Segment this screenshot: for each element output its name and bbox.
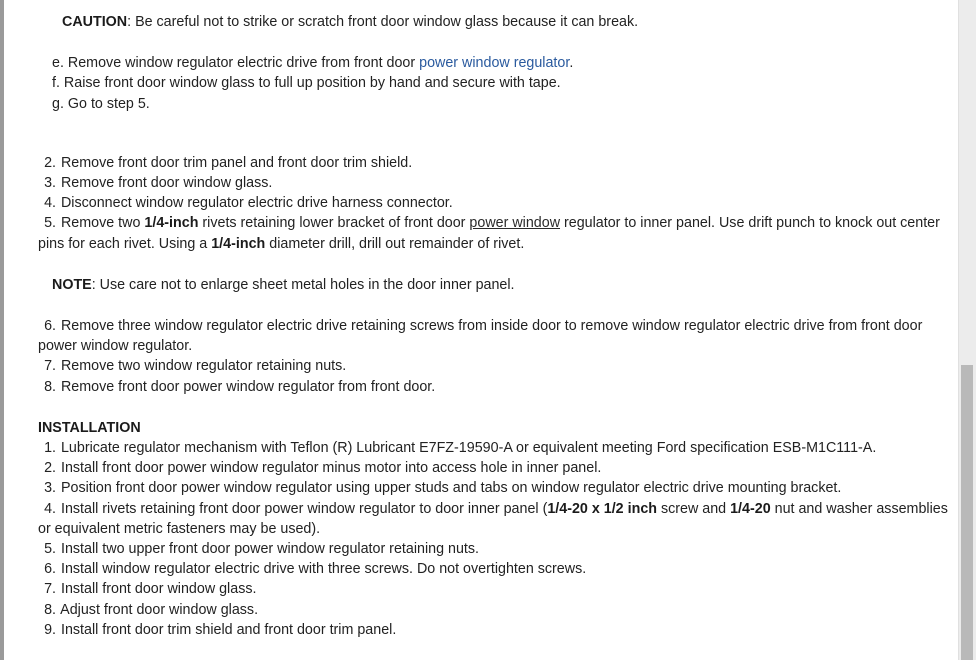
step-number: 4. [44,500,56,517]
caution-notice [38,12,950,32]
install-step-8 [38,600,950,620]
removal-step-6 [38,316,950,356]
removal-step-8 [38,377,950,397]
note-label: NOTE [52,276,92,293]
substep-f [38,73,950,93]
step-text: rivets retaining lower bracket of front door [198,215,470,232]
step-text: Install rivets retaining front door power window regulator to door inner panel ( [57,500,548,517]
step-number: 1. [44,440,56,457]
removal-step-2 [38,153,950,173]
procedure-content [38,12,950,640]
note-text: : Use care not to enlarge sheet metal holes in the door inner panel. [91,276,515,293]
substep-text: Remove window regulator electric drive from front door [63,55,420,72]
step-number: 6. [44,561,56,578]
step-text: Lubricate regulator mechanism with Teflon (R) Lubricant E7FZ-19590-A or equivalent meeting Ford specification ESB-M1C111-A. [57,440,877,457]
step-number: 4. [44,195,56,212]
substep-marker: e. [52,55,64,72]
step-number: 2. [44,460,56,477]
rivet-size: 1/4-inch [144,215,199,232]
step-number: 7. [44,358,56,375]
drill-size: 1/4-inch [211,235,266,252]
substep-marker: g. [52,95,64,112]
spacer [38,397,950,418]
note-notice [38,275,950,295]
screw-spec: 1/4-20 x 1/2 inch [547,500,657,517]
substep-text: Raise front door window glass to full up position by hand and secure with tape. [59,75,561,92]
vertical-scrollbar[interactable] [958,0,976,660]
step-text: nut and washer assemblies or equivalent metric fasteners may be used). [38,500,948,537]
substep-text: Go to step 5. [63,95,150,112]
step-text: screw and [657,500,731,517]
step-text: Install window regulator electric drive with three screws. Do not overtighten screws. [57,561,587,578]
spacer [38,295,950,316]
step-number: 2. [44,154,56,171]
installation-title: INSTALLATION [38,419,141,436]
step-text: Position front door power window regulator using upper studs and tabs on window regulator electric drive mounting bracket. [57,480,842,497]
step-number: 3. [44,175,56,192]
substep-text-end: . [569,55,574,72]
step-text: Install front door window glass. [57,581,257,598]
step-text: regulator to inner panel. Use drift punch to knock out center pins for each rivet. Using a [38,215,940,252]
step-number: 8. [44,378,56,395]
install-step-3 [38,478,950,498]
step-number: 9. [44,621,56,638]
caution-text: : Be careful not to strike or scratch front door window glass because it can break. [127,14,639,30]
power-window-regulator-link[interactable]: power window regulator [419,55,570,72]
removal-step-5 [38,213,950,253]
power-window-link[interactable]: power window [469,215,561,232]
substep-e [38,53,950,73]
removal-step-7 [38,356,950,376]
scrollbar-thumb[interactable] [961,365,973,660]
removal-step-4 [38,193,950,213]
substep-g [38,94,950,114]
step-number: 3. [44,480,56,497]
install-step-2 [38,458,950,478]
removal-step-3 [38,173,950,193]
step-number: 5. [44,541,56,558]
spacer [38,254,950,275]
install-step-1 [38,438,950,458]
step-text: Disconnect window regulator electric drive harness connector. [57,195,453,212]
install-step-4 [38,499,950,539]
step-text: Install two upper front door power window regulator retaining nuts. [57,541,479,558]
substep-marker: f. [52,75,60,92]
step-text: Remove two [57,215,145,232]
step-text: Adjust front door window glass. [57,601,259,618]
install-step-9 [38,620,950,640]
step-text: Remove front door trim panel and front door trim shield. [57,154,413,171]
step-number: 7. [44,581,56,598]
caution-label: CAUTION [62,14,128,30]
install-step-5 [38,539,950,559]
step-text: Install front door trim shield and front door trim panel. [57,621,397,638]
step-text: diameter drill, drill out remainder of rivet. [265,235,525,252]
nut-spec: 1/4-20 [730,500,771,517]
install-step-6 [38,559,950,579]
install-step-7 [38,579,950,599]
step-number: 8. [44,601,56,618]
step-text: Install front door power window regulator minus motor into access hole in inner panel. [57,460,602,477]
step-number: 6. [44,318,56,335]
step-text: Remove three window regulator electric drive retaining screws from inside door to remove window regulator electric drive from front door power window regulator. [38,318,923,355]
spacer [38,114,950,153]
step-text: Remove front door power window regulator from front door. [57,378,436,395]
step-number: 5. [44,215,56,232]
installation-heading [38,418,950,438]
step-text: Remove two window regulator retaining nuts. [57,358,347,375]
step-text: Remove front door window glass. [57,175,273,192]
